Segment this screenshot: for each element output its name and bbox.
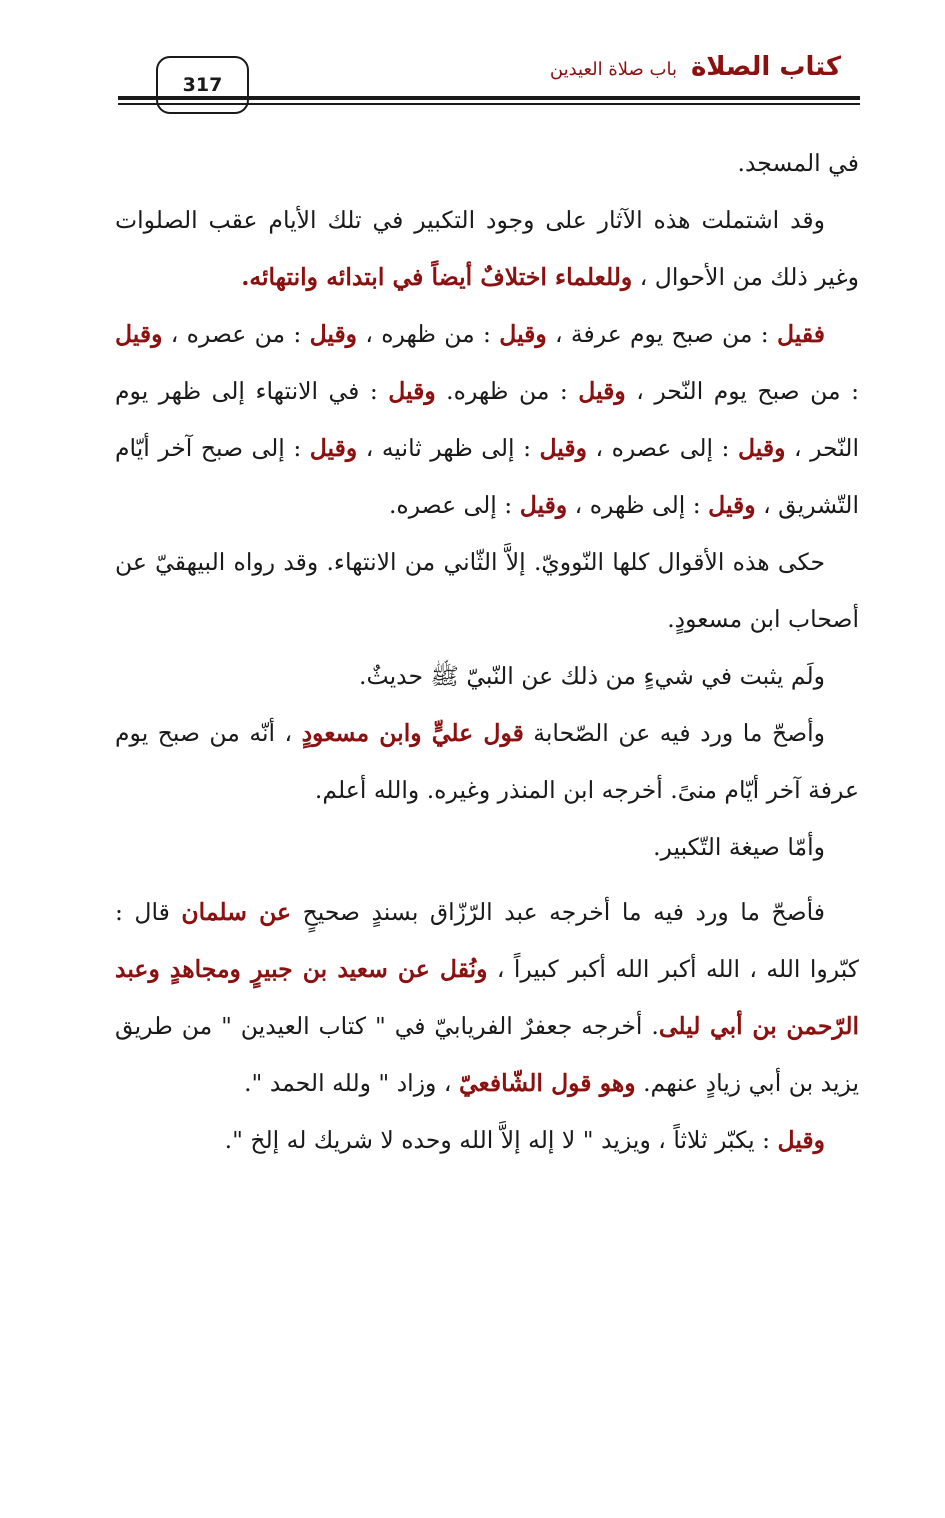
highlighted-text: وقيل [578,377,626,405]
text-segment: : إلى ظهر ثانيه ، [357,434,540,462]
text-segment: قال : كبّروا الله ، الله أكبر الله أكبر كبيراً ، [115,898,859,983]
highlighted-text: وقيل [309,434,358,462]
page-body [115,135,859,1169]
highlighted-text: وقيل [388,377,436,405]
paragraph [115,534,859,648]
text-segment: : في الانتهاء إلى ظهر يوم النّحر ، [115,377,859,462]
text-segment: ، أنّه من صبح يوم عرفة آخر أيّام منىً. أخرجه ابن المنذر وغيره. والله أعلم. [115,719,859,804]
paragraph [115,192,859,306]
highlighted-text: قول عليٍّ وابن مسعودٍ [301,719,524,747]
text-segment: ولَم يثبت في شيءٍ من ذلك عن النّبيّ ﷺ حديثٌ. [359,662,825,690]
text-segment: : من ظهره. [435,377,579,405]
text-segment: . أخرجه جعفرٌ الفريابيّ في " كتاب العيدين " من طريق يزيد بن أبي زيادٍ عنهم. [115,1012,859,1097]
text-segment: فأصحّ ما ورد فيه ما أخرجه عبد الرّزّاق بسندٍ صحيحٍ [291,898,825,926]
highlighted-text: وقيل [708,491,756,519]
highlighted-text: وقيل [737,434,786,462]
text-segment: : إلى عصره ، [586,434,738,462]
highlighted-text: وقيل [539,434,587,462]
paragraph [115,705,859,819]
paragraph [115,884,859,1112]
highlighted-text: وقيل [309,320,358,348]
chapter-title: باب صلاة العيدين [549,59,677,80]
highlighted-text: فقيل [776,320,825,348]
highlighted-text: عن سلمان [181,898,292,926]
paragraph [115,306,859,534]
page-number: 317 [182,74,223,96]
text-segment: : من صبح يوم النّحر ، [625,377,859,405]
highlighted-text: وقيل [115,320,163,348]
highlighted-text: وقيل [499,320,547,348]
text-segment: : إلى ظهره ، [567,491,709,519]
text-segment: : يكبّر ثلاثاً ، ويزيد " لا إله إلاَّ الله وحده لا شريك له إلخ ". [224,1126,778,1154]
text-segment: وأصحّ ما ورد فيه عن الصّحابة [523,719,825,747]
highlighted-text: وقيل [519,491,568,519]
text-segment: : من عصره ، [162,320,310,348]
highlighted-text: وللعلماء اختلافٌ أيضاً في ابتدائه وانتهائه. [241,263,633,291]
header-rule-thin [118,103,860,105]
paragraph [115,648,859,705]
text-segment: : من صبح يوم عرفة ، [546,320,777,348]
text-segment: : من ظهره ، [357,320,500,348]
highlighted-text: وقيل [777,1126,825,1154]
text-segment: ، وزاد " ولله الحمد ". [244,1069,459,1097]
highlighted-text: ونُقل عن سعيد بن جبيرٍ ومجاهدٍ وعبد الرّحمن بن أبي ليلى [115,955,860,1040]
book-title: كتاب الصلاة [690,52,841,82]
paragraph [115,1112,859,1169]
text-segment: وأمّا صيغة التّكبير. [653,833,825,861]
text-segment: : إلى عصره. [388,491,520,519]
highlighted-text: وهو قول الشّافعيّ [458,1069,636,1097]
text-segment: : إلى صبح آخر أيّام التّشريق ، [115,434,859,519]
text-segment: وقد اشتملت هذه الآثار على وجود التكبير في تلك الأيام عقب الصلوات وغير ذلك من الأحوال ، [115,206,859,291]
header-rule-thick [118,96,860,100]
paragraph [115,135,859,192]
page-number-badge [156,56,249,114]
paragraph [115,819,859,876]
page-header [0,0,945,125]
text-segment: حكى هذه الأقوال كلها النّوويّ. إلاَّ الثّاني من الانتهاء. وقد رواه البيهقيّ عن أصحاب ابن مسعودٍ. [115,548,859,633]
text-segment: في المسجد. [737,149,859,177]
